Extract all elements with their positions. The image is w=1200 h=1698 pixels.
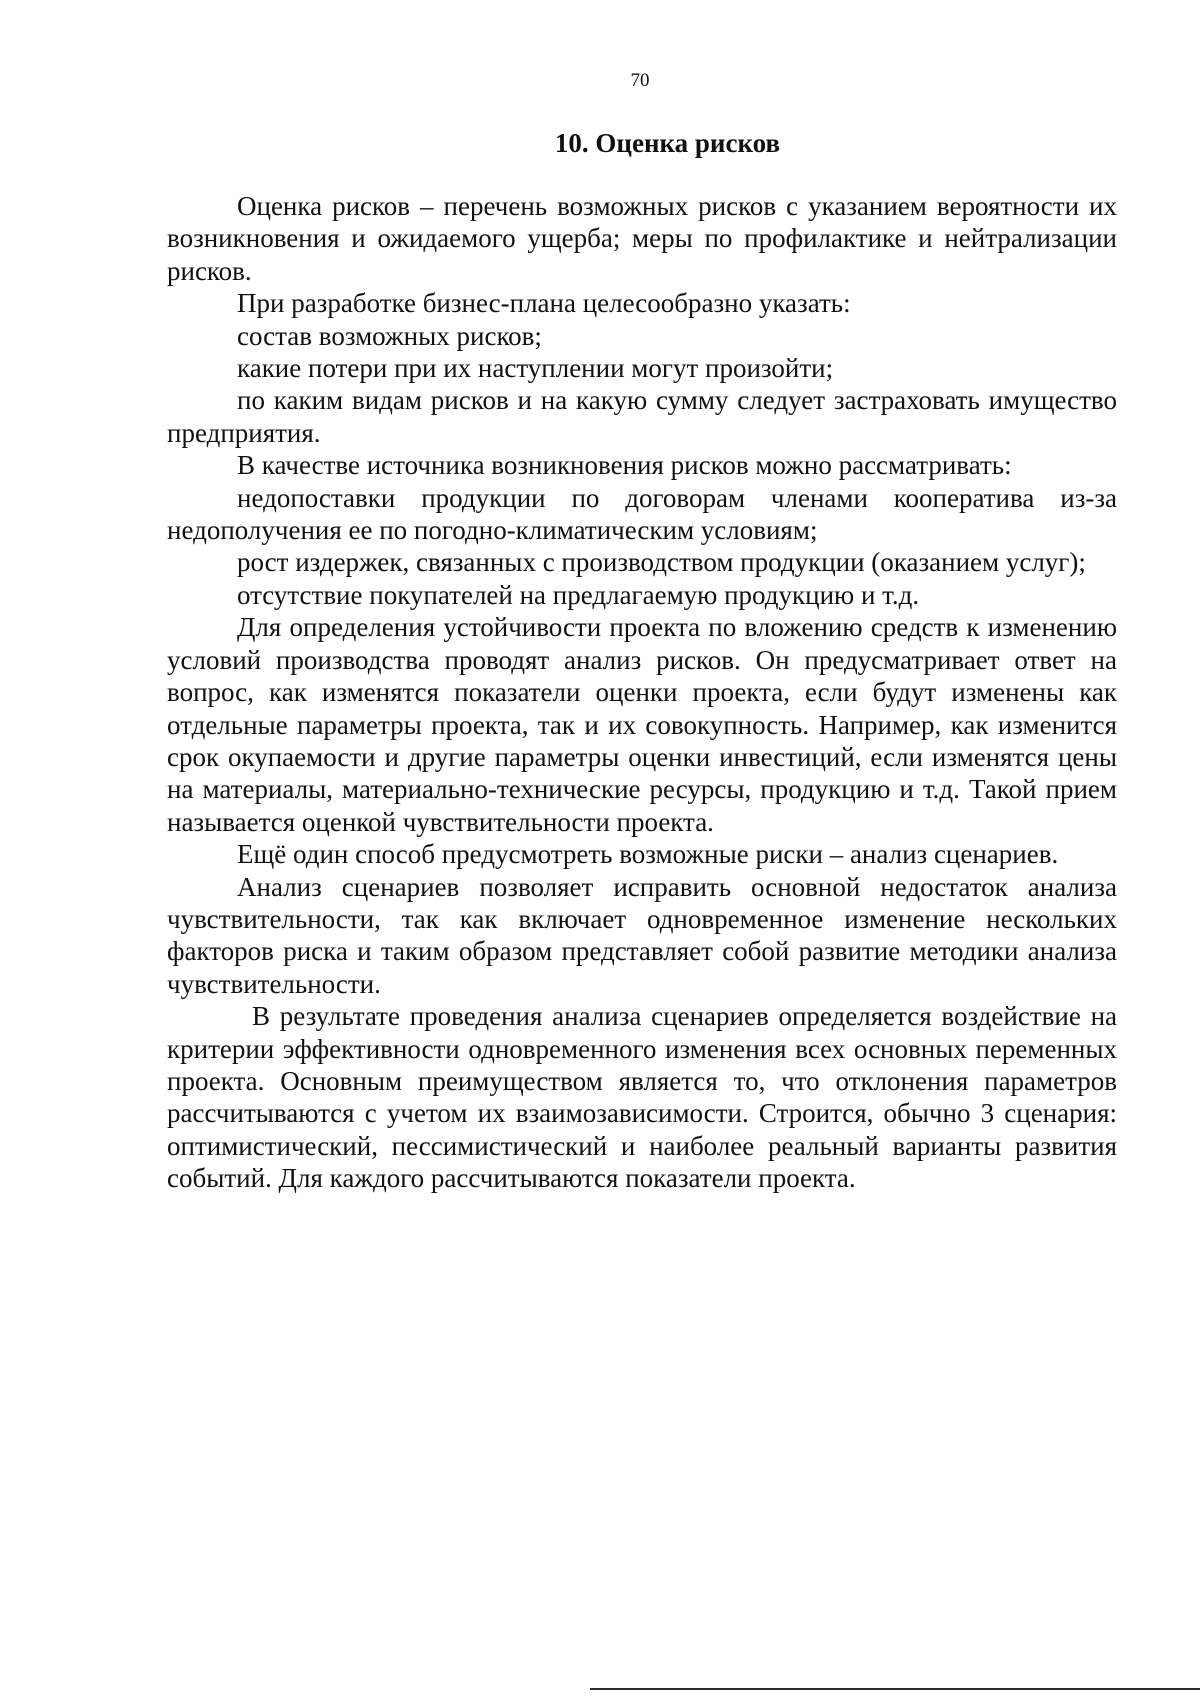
- bottom-rule: [590, 1688, 1200, 1690]
- paragraph: Оценка рисков – перечень возможных рисков с указанием вероятности их возникновения и ожидаемого ущерба; меры по профилактике и нейтрализации рисков.: [167, 191, 1117, 286]
- body-text: [167, 190, 1117, 1195]
- paragraph: Ещё один способ предусмотреть возможные риски – анализ сценариев.: [237, 839, 1059, 870]
- paragraph: отсутствие покупателей на предлагаемую продукцию и т.д.: [237, 579, 920, 610]
- paragraph: Для определения устойчивости проекта по вложению средств к изменению условий производства проводят анализ рисков. Он предусматривает ответ на вопрос, как изменятся показатели оценки проекта, если будут изменены как отдельные параметры проекта, так и их совокупность. Например, как изменится срок окупаемости и другие параметры оценки инвестиций, если изменятся цены на материалы, материально-технические ресурсы, продукцию и т.д. Такой прием называется оценкой чувствительности проекта.: [167, 612, 1117, 837]
- paragraph: В результате проведения анализа сценариев определяется воздействие на критерии эффективности одновременного изменения всех основных переменных проекта. Основным преимуществом является то, что отклонения параметров рассчитываются с учетом их взаимозависимости. Строится, обычно 3 сценария: оптимистический, пессимистический и наиболее реальный варианты развития событий. Для каждого рассчитываются показатели проекта.: [167, 1001, 1117, 1194]
- paragraph: В качестве источника возникновения рисков можно рассматривать:: [237, 450, 1012, 481]
- paragraph: Анализ сценариев позволяет исправить основной недостаток анализа чувствительности, так как включает одновременное изменение нескольких факторов риска и таким образом представляет собой развитие методики анализа чувствительности.: [167, 871, 1117, 999]
- paragraph: При разработке бизнес-плана целесообразно указать:: [237, 288, 851, 319]
- paragraph: по каким видам рисков и на какую сумму следует застраховать имущество предприятия.: [167, 385, 1117, 448]
- page-number: 70: [630, 70, 650, 91]
- paragraph: рост издержек, связанных с производством продукции (оказанием услуг);: [237, 547, 1086, 578]
- paragraph: какие потери при их наступлении могут произойти;: [237, 353, 834, 384]
- section-title: 10. Оценка рисков: [554, 128, 781, 158]
- paragraph: состав возможных рисков;: [237, 320, 542, 351]
- paragraph: недопоставки продукции по договорам членами кооператива из-за недополучения ее по погодно-климатическим условиям;: [167, 482, 1117, 546]
